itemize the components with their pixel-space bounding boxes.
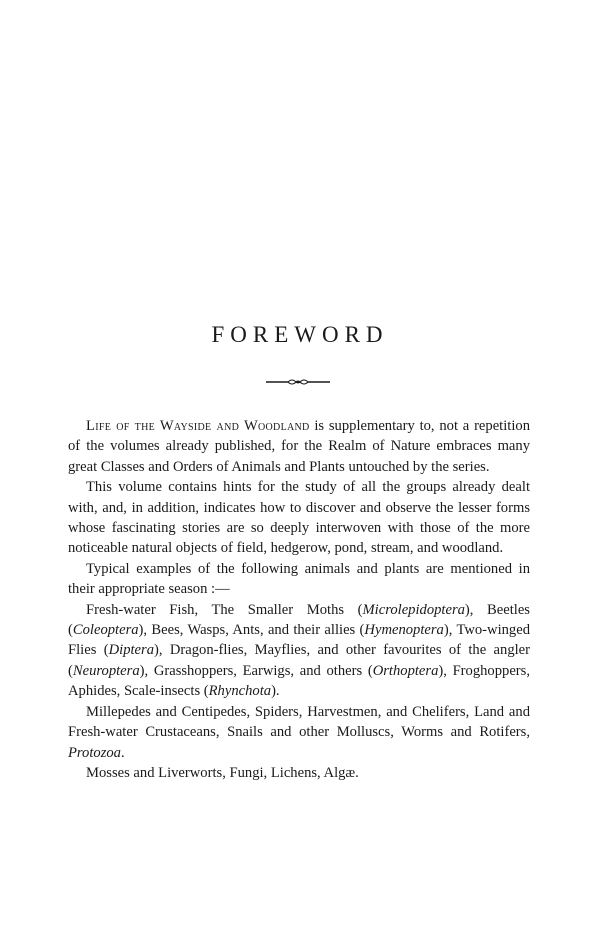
latin-term: Orthoptera (372, 662, 439, 679)
text-run: . (120, 744, 125, 761)
text-run: ). (271, 683, 280, 700)
latin-term: Neuroptera (72, 662, 140, 679)
paragraph-plants: Mosses and Liverworts, Fungi, Lichens, Algæ. (86, 764, 359, 781)
text-run: Fresh-water Fish, The Smaller Moths ( (86, 601, 363, 618)
latin-term: Protozoa (68, 744, 121, 761)
text-run: ), Grasshoppers, Earwigs, and others ( (139, 662, 373, 679)
foreword-body (68, 416, 530, 783)
latin-term: Rhynchota (208, 683, 272, 700)
latin-term: Microlepidoptera (362, 601, 465, 618)
page-title: FOREWORD (211, 322, 389, 347)
paragraph-volume: This volume contains hints for the study of all the groups already dealt with, and, in addition, indicates how to discover and observe the lesser forms whose fascinating stories are so deeply interwoven with those of the more noticeable natural objects of field, hedgerow, pond, stream, and woodland. (68, 479, 530, 557)
text-run: ), Dragon-flies, Mayflies, and other favourites of the angler ( (68, 642, 531, 679)
paragraph-text: is supplementary to, not a repetition of the volumes already published, for the Realm of Nature embraces many great Classes and Orders of Animals and Plants untouched by the series. (68, 418, 530, 475)
paragraph-intro (68, 416, 530, 477)
latin-term: Hymenoptera (364, 622, 444, 639)
text-run: ), Two-winged Flies ( (68, 622, 530, 659)
book-title: Life of the Wayside and Woodland (86, 418, 310, 434)
text-run: Millepedes and Centipedes, Spiders, Harvestmen, and Chelifers, Land and Fresh-water Crustaceans, Snails and other Molluscs, Worms and Rotifers, (68, 703, 530, 741)
latin-term: Coleoptera (72, 622, 139, 639)
text-run: ), Beetles ( (68, 601, 530, 639)
paragraph-invertebrates (68, 702, 530, 763)
paragraph-insects (68, 600, 530, 702)
paragraph-examples-intro: Typical examples of the following animals and plants are mentioned in their appropriate season :— (68, 560, 530, 598)
text-run: ), Bees, Wasps, Ants, and their allies ( (138, 622, 365, 639)
text-run: ), Froghoppers, Aphides, Scale-insects ( (68, 662, 530, 700)
ornament-rule-icon (266, 375, 330, 389)
latin-term: Diptera (108, 642, 154, 659)
